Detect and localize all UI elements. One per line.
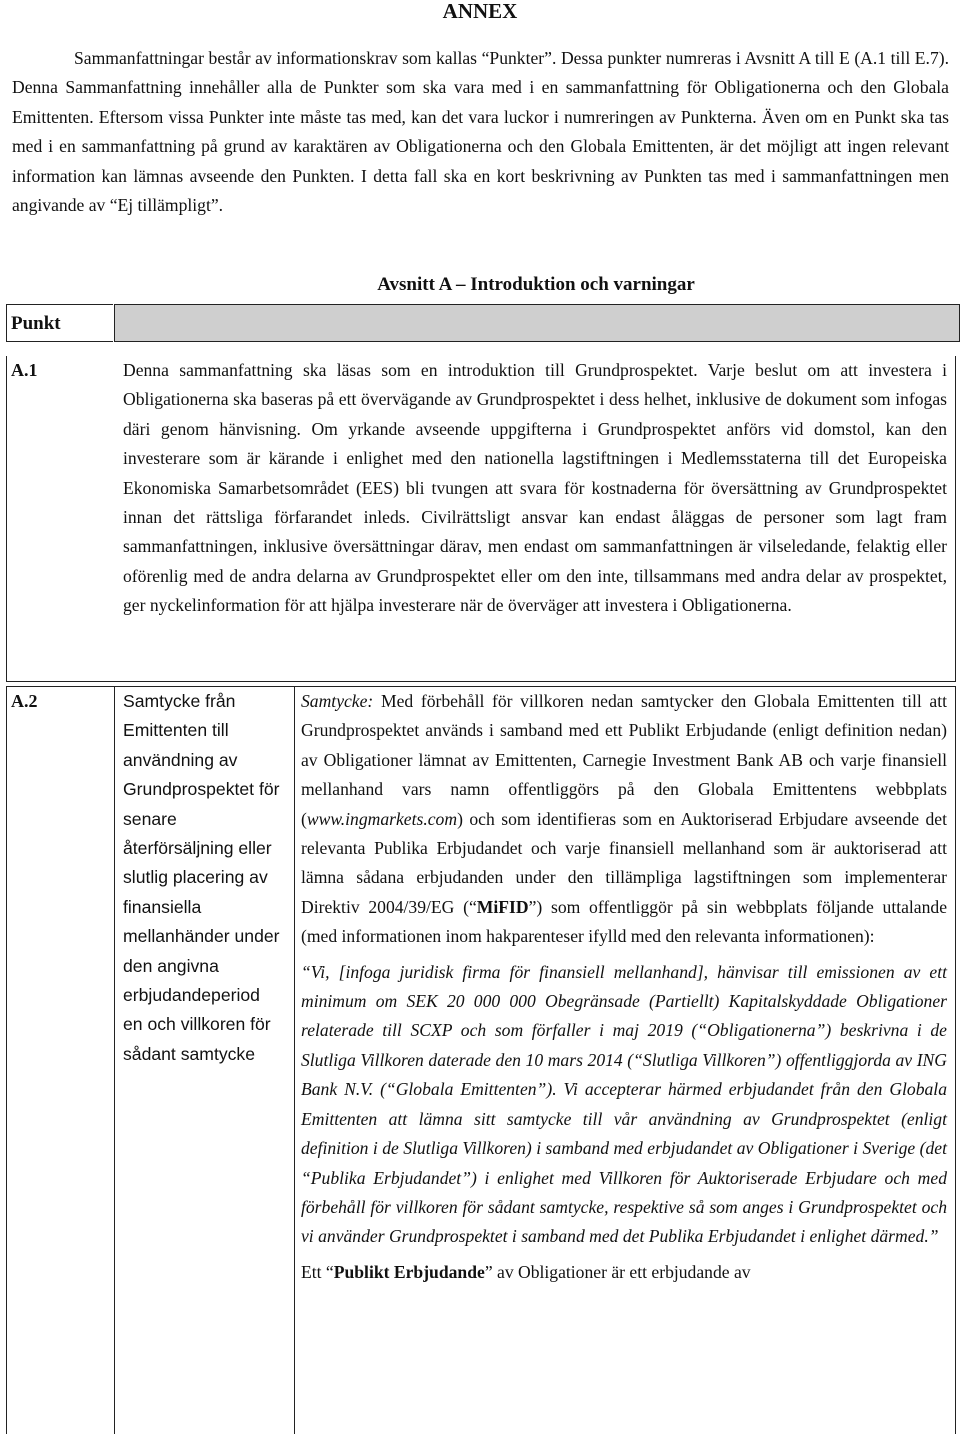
- row-id: A.1: [11, 360, 38, 380]
- consent-text-2: ) och som identifieras som en Auktoriserad Erbjudare avseende det relevanta Publika Erbjudandet och varje finansiell mellanhand som är auktoriserad att lämna sådana erbjudanden under den tillämpliga lagstiftningen som implementerar Direktiv 2004/39/EG (“: [301, 808, 947, 917]
- table-row-a2: [6, 686, 956, 1434]
- row-id: A.2: [11, 691, 38, 711]
- annex-title: ANNEX: [442, 0, 518, 23]
- column-divider: [114, 687, 115, 1434]
- column-divider: [294, 687, 295, 1434]
- consent-text-3: ”) som offentliggör på sin webbplats följande uttalande (med informationen inom hakparenteser ifylld med den relevanta informationen):: [301, 896, 948, 947]
- table-row-a1: [6, 356, 956, 682]
- table-header: [6, 270, 956, 354]
- definition-text-2: ” av Obligationer är ett erbjudande av: [484, 1261, 751, 1282]
- intro-paragraph: Sammanfattningar består av informationskrav som kallas “Punkter”. Dessa punkter numreras i Avsnitt A till E (A.1 till E.7). Denna Sammanfattning innehåller alla de Punkter som ska vara med i en sammanfattning för Obligationerna och den Globala Emittenten. Eftersom vissa Punkter inte måste tas med, kan det vara luckor i numreringen av Punkterna. Även om en Punkt ska tas med i en sammanfattning på grund av karaktären av Obligationerna och den Globala Emittenten, är det möjligt att ingen relevant information kan lämnas avseende den Punkten. I detta fall ska en kort beskrivning av Punkten tas med i sammanfattningen men angivande av “Ej tillämpligt”.: [12, 48, 949, 216]
- definition-paragraph: [301, 1258, 947, 1287]
- definition-text-1: Ett “: [301, 1261, 334, 1282]
- row-label: Samtycke från Emittenten till användning av Grundprospektet för senare återförsäljning eller slutlig placering av finansiella mellanhänder under den angivna erbjudandeperiod en och villkoren för sådant samtycke: [123, 691, 280, 1064]
- row-text: Denna sammanfattning ska läsas som en introduktion till Grundprospektet. Varje beslut om att investera i Obligationerna ska baseras på ett övervägande av Grundprospektet i dess helhet, inklusive de dokument som infogas däri genom hänvisning. Om yrkande avseende uppgifterna i Grundprospektet anförs vid domstol, kan den investerare som är kärande i enlighet med den nationella lagstiftningen i Medlemsstaterna till det Europeiska Ekonomiska Samarbetsområdet (EES) bli tvungen att svara för kostnaderna för översättning av Grundprospektet innan det rättsliga förfarandet inleds. Civilrättsligt ansvar kan endast åläggas de personer som lagt fram sammanfattningen, inklusive översättningar därav, men endast om sammanfattningen är vilseledande, felaktig eller oförenlig med de andra delarna av Grundprospektet eller om den inte, tillsammans med andra delar av prospektet, ger nyckelinformation för att hjälpa investerare när de överväger att investera i Obligationerna.: [123, 360, 947, 616]
- consent-paragraph: [301, 687, 947, 952]
- section-header-cell: [114, 304, 960, 342]
- consent-text-1: Med förbehåll för villkoren nedan samtycker den Globala Emittenten till att Grundprospektet används i samband med ett Publikt Erbjudande (enligt definition nedan) av Obligationer lämnat av Emittenten, Carnegie Investment Bank AB och varje finansiell mellanhand vars namn offentliggörs på den Globala Emittentens webbplats (: [301, 691, 947, 829]
- consent-quote: “Vi, [infoga juridisk firma för finansiell mellanhand], hänvisar till emissionen av ett minimum om SEK 20 000 000 Obegränsade (Partiellt) Kapitalskyddade Obligationer relaterade till SCXP och som förfaller i maj 2019 (“Obligationerna”) beskrivna i de Slutliga Villkoren daterade den 10 mars 2014 (“Slutliga Villkoren”) offentliggjorda av ING Bank N.V. (“Globala Emittenten”). Vi accepterar härmed erbjudandet från den Globala Emittenten att lämna sitt samtycke till vår användning av Grundprospektet (enligt definition i de Slutliga Villkoren) i samband med erbjudandet av Obligationer i Sverige (det “Publika Erbjudandet”) i enlighet med Villkoren för Auktoriserade Erbjudare och med förbehåll för villkoren för sådant samtycke, respektive så som anges i Grundprospektet och vi använder Grundprospektet i samband med det Publika Erbjudandet i enlighet därmed.”: [301, 961, 947, 1247]
- punkt-column-header: Punkt: [11, 313, 61, 334]
- intro-section: [12, 44, 949, 220]
- consent-prefix: Samtycke:: [301, 691, 374, 711]
- mifid-term: MiFID: [476, 896, 529, 917]
- section-title: Avsnitt A – Introduktion och varningar: [377, 274, 695, 295]
- definition-term: Publikt Erbjudande: [333, 1261, 485, 1282]
- website-link[interactable]: www.ingmarkets.com: [306, 808, 458, 829]
- row-content: [301, 687, 947, 1287]
